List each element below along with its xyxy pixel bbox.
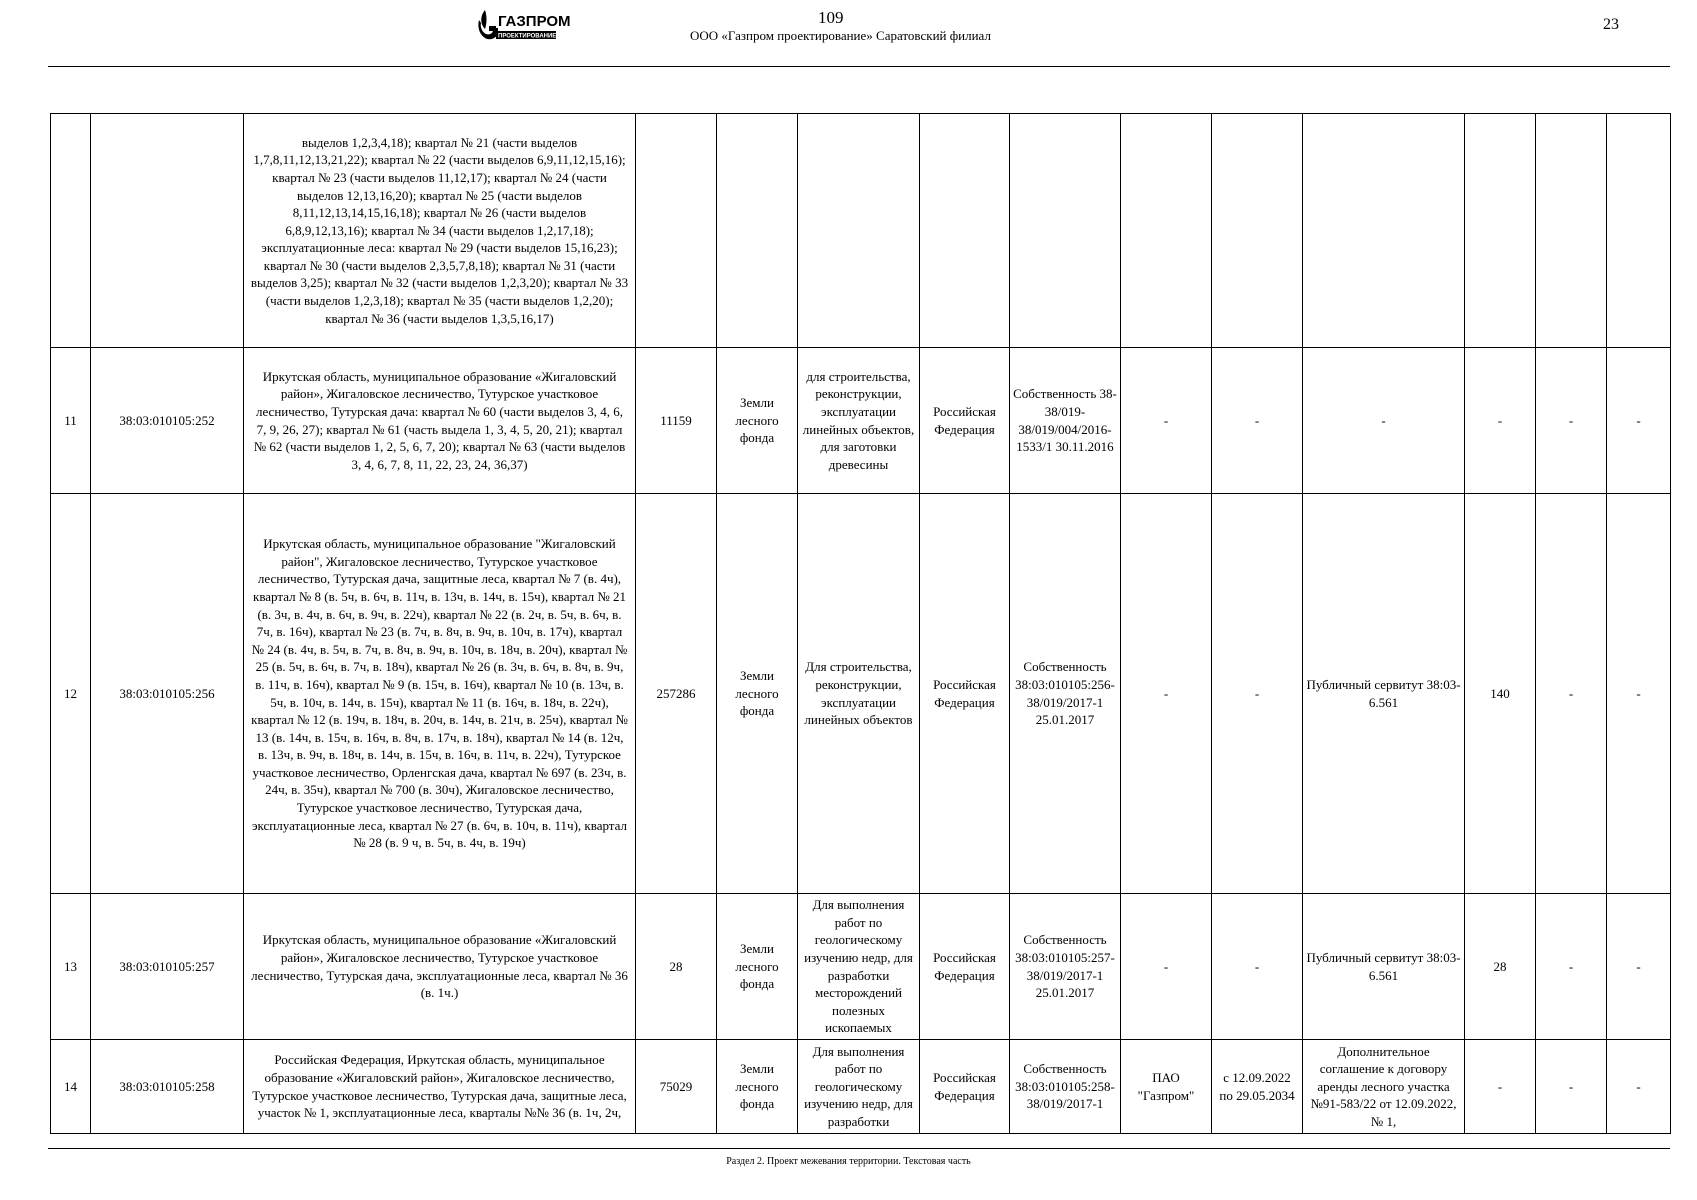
- term: -: [1212, 348, 1303, 494]
- column-13-value: -: [1536, 894, 1607, 1040]
- term: -: [1212, 494, 1303, 894]
- header-rule: [48, 66, 1670, 67]
- table-row: [51, 894, 1671, 1040]
- encumbrance-area: 28: [1465, 894, 1536, 1040]
- area-value: 11159: [636, 348, 717, 494]
- row-number: 13: [51, 894, 91, 1040]
- encumbrance: -: [1303, 348, 1465, 494]
- footer-section-title: Раздел 2. Проект межевания территории. Текстовая часть: [726, 1156, 971, 1167]
- column-14-value: [1607, 114, 1671, 348]
- column-14-value: -: [1607, 894, 1671, 1040]
- permitted-use: Для выполнения работ по геологическому изучению недр, для разработки месторождений полезных ископаемых: [798, 894, 920, 1040]
- permitted-use: Для строительства, реконструкции, эксплуатации линейных объектов: [798, 494, 920, 894]
- cadastral-number: 38:03:010105:256: [91, 494, 244, 894]
- land-register-table-wrap: [50, 113, 1670, 1138]
- column-14-value: -: [1607, 348, 1671, 494]
- column-13-value: [1536, 114, 1607, 348]
- table-row: [51, 348, 1671, 494]
- term: [1212, 114, 1303, 348]
- owner: Российская Федерация: [920, 1040, 1010, 1134]
- cadastral-number: [91, 114, 244, 348]
- owner: [920, 114, 1010, 348]
- footer-rule: [48, 1148, 1670, 1149]
- location-description: Иркутская область, муниципальное образование «Жигаловский район», Жигаловское лесничество, Тутурское участковое лесничество, Тутурская дача: квартал № 60 (части выделов 3, 4, 6, 7, 9, 26, 27); квартал № 61 (часть выдела 1, 3, 4, 5, 20, 21); квартал № 62 (части выделов 1, 2, 5, 6, 7, 20); квартал № 63 (части выделов 3, 4, 6, 7, 8, 11, 22, 23, 24, 36,37): [244, 348, 636, 494]
- encumbrance: Дополнительное соглашение к договору аренды лесного участка №91-583/22 от 12.09.2022, № 1,: [1303, 1040, 1465, 1134]
- encumbrance: Публичный сервитут 38:03-6.561: [1303, 494, 1465, 894]
- column-14-value: -: [1607, 1040, 1671, 1134]
- column-13-value: -: [1536, 348, 1607, 494]
- right-registration: Собственность 38:03:010105:256-38/019/2017-1 25.01.2017: [1010, 494, 1121, 894]
- encumbrance-area: -: [1465, 348, 1536, 494]
- gazprom-logo: [476, 6, 571, 44]
- table-row: [51, 1040, 1671, 1134]
- land-category: Земли лесного фонда: [717, 494, 798, 894]
- row-number: 12: [51, 494, 91, 894]
- logo-subtext: ПРОЕКТИРОВАНИЕ: [498, 33, 557, 40]
- table-row: [51, 114, 1671, 348]
- organization-name: ООО «Газпром проектирование» Саратовский филиал: [690, 28, 991, 43]
- table-row: [51, 494, 1671, 894]
- location-description: Иркутская область, муниципальное образование "Жигаловский район", Жигаловское лесничество, Тутурское участковое лесничество, Тутурская дача, защитные леса, квартал № 7 (в. 4ч), квартал № 8 (в. 5ч, в. 6ч, в. 11ч, в. 13ч, в. 14ч, в. 15ч), квартал № 21 (в. 3ч, в. 4ч, в. 6ч, в. 9ч, в. 22ч), квартал № 22 (в. 2ч, в. 5ч, в. 6ч, в. 7ч, в. 16ч), квартал № 23 (в. 7ч, в. 8ч, в. 9ч, в. 10ч, в. 17ч), квартал № 24 (в. 4ч, в. 5ч, в. 7ч, в. 8ч, в. 9ч, в. 10ч, в. 18ч, в. 20ч), квартал № 25 (в. 5ч, в. 6ч, в. 7ч, в. 18ч), квартал № 26 (в. 3ч, в. 6ч, в. 8ч, в. 9ч, в. 11ч, в. 16ч), квартал № 9 (в. 15ч, в. 16ч), квартал № 10 (в. 13ч, в. 5ч, в. 10ч, в. 14ч, в. 15ч), квартал № 11 (в. 16ч, в. 18ч, в. 22ч), квартал № 12 (в. 19ч, в. 18ч, в. 20ч, в. 14ч, в. 21ч, в. 25ч), квартал № 13 (в. 14ч, в. 15ч, в. 16ч, в. 8ч, в. 17ч, в. 18ч), квартал № 14 (в. 12ч, в. 13ч, в. 9ч, в. 18ч, в. 14ч, в. 15ч, в. 16ч, в. 11ч, в. 22ч), Тутурское участковое лесничество, Орленгская дача, квартал № 697 (в. 23ч, в. 24ч, в. 35ч), квартал № 700 (в. 30ч), Жигаловское лесничество, Тутурское участковое лесничество, Тутурская дача, эксплуатационные леса, квартал № 27 (в. 6ч, в. 10ч, в. 11ч), квартал № 28 (в. 9 ч, в. 5ч, в. 4ч, в. 19ч): [244, 494, 636, 894]
- area-value: 28: [636, 894, 717, 1040]
- logo-text: ГАЗПРОМ: [498, 13, 571, 30]
- area-value: 257286: [636, 494, 717, 894]
- right-holder: -: [1121, 348, 1212, 494]
- term: -: [1212, 894, 1303, 1040]
- owner: Российская Федерация: [920, 494, 1010, 894]
- encumbrance: Публичный сервитут 38:03-6.561: [1303, 894, 1465, 1040]
- row-number: 11: [51, 348, 91, 494]
- page-number: 23: [1603, 16, 1619, 33]
- land-category: Земли лесного фонда: [717, 894, 798, 1040]
- document-number: 109: [818, 8, 844, 27]
- area-value: [636, 114, 717, 348]
- column-13-value: -: [1536, 494, 1607, 894]
- area-value: 75029: [636, 1040, 717, 1134]
- owner: Российская Федерация: [920, 348, 1010, 494]
- permitted-use: Для выполнения работ по геологическому изучению недр, для разработки: [798, 1040, 920, 1134]
- land-category: Земли лесного фонда: [717, 348, 798, 494]
- term: с 12.09.2022 по 29.05.2034: [1212, 1040, 1303, 1134]
- right-holder: -: [1121, 494, 1212, 894]
- column-14-value: -: [1607, 494, 1671, 894]
- location-description: Иркутская область, муниципальное образование «Жигаловский район», Жигаловское лесничество, Тутурское участковое лесничество, Тутурская дача, эксплуатационные леса, квартал № 36 (в. 1ч.): [244, 894, 636, 1040]
- land-register-table: [50, 113, 1671, 1134]
- row-number: [51, 114, 91, 348]
- land-category: Земли лесного фонда: [717, 1040, 798, 1134]
- right-holder: ПАО "Газпром": [1121, 1040, 1212, 1134]
- right-registration: Собственность 38:03:010105:257-38/019/2017-1 25.01.2017: [1010, 894, 1121, 1040]
- encumbrance-area: 140: [1465, 494, 1536, 894]
- cadastral-number: 38:03:010105:257: [91, 894, 244, 1040]
- right-registration: [1010, 114, 1121, 348]
- column-13-value: -: [1536, 1040, 1607, 1134]
- location-description: Российская Федерация, Иркутская область, муниципальное образование «Жигаловский район», Жигаловское лесничество, Тутурское участковое лесничество, Тутурская дача, защитные леса, участок № 1, эксплуатационные леса, кварталы №№ 36 (в. 1ч, 2ч,: [244, 1040, 636, 1134]
- right-registration: Собственность 38:03:010105:258-38/019/2017-1: [1010, 1040, 1121, 1134]
- right-holder: [1121, 114, 1212, 348]
- right-registration: Собственность 38-38/019-38/019/004/2016-1533/1 30.11.2016: [1010, 348, 1121, 494]
- cadastral-number: 38:03:010105:258: [91, 1040, 244, 1134]
- encumbrance: [1303, 114, 1465, 348]
- permitted-use: [798, 114, 920, 348]
- land-category: [717, 114, 798, 348]
- cadastral-number: 38:03:010105:252: [91, 348, 244, 494]
- location-description: выделов 1,2,3,4,18); квартал № 21 (части выделов 1,7,8,11,12,13,21,22); квартал № 22 (части выделов 6,9,11,12,15,16); квартал № 23 (части выделов 11,12,17); квартал № 24 (части выделов 12,13,16,20); квартал № 25 (части выделов 8,11,12,13,14,15,16,18); квартал № 26 (части выделов 6,8,9,12,13,16); квартал № 34 (части выделов 1,2,17,18); эксплуатационные леса: квартал № 29 (части выделов 15,16,23); квартал № 30 (части выделов 2,3,5,7,8,18); квартал № 31 (части выделов 3,25); квартал № 32 (части выделов 1,2,3,20); квартал № 33 (части выделов 1,2,3,18); квартал № 35 (части выделов 1,2,20); квартал № 36 (части выделов 1,3,5,16,17): [244, 114, 636, 348]
- permitted-use: для строительства, реконструкции, эксплуатации линейных объектов, для заготовки древесины: [798, 348, 920, 494]
- row-number: 14: [51, 1040, 91, 1134]
- encumbrance-area: [1465, 114, 1536, 348]
- right-holder: -: [1121, 894, 1212, 1040]
- owner: Российская Федерация: [920, 894, 1010, 1040]
- encumbrance-area: -: [1465, 1040, 1536, 1134]
